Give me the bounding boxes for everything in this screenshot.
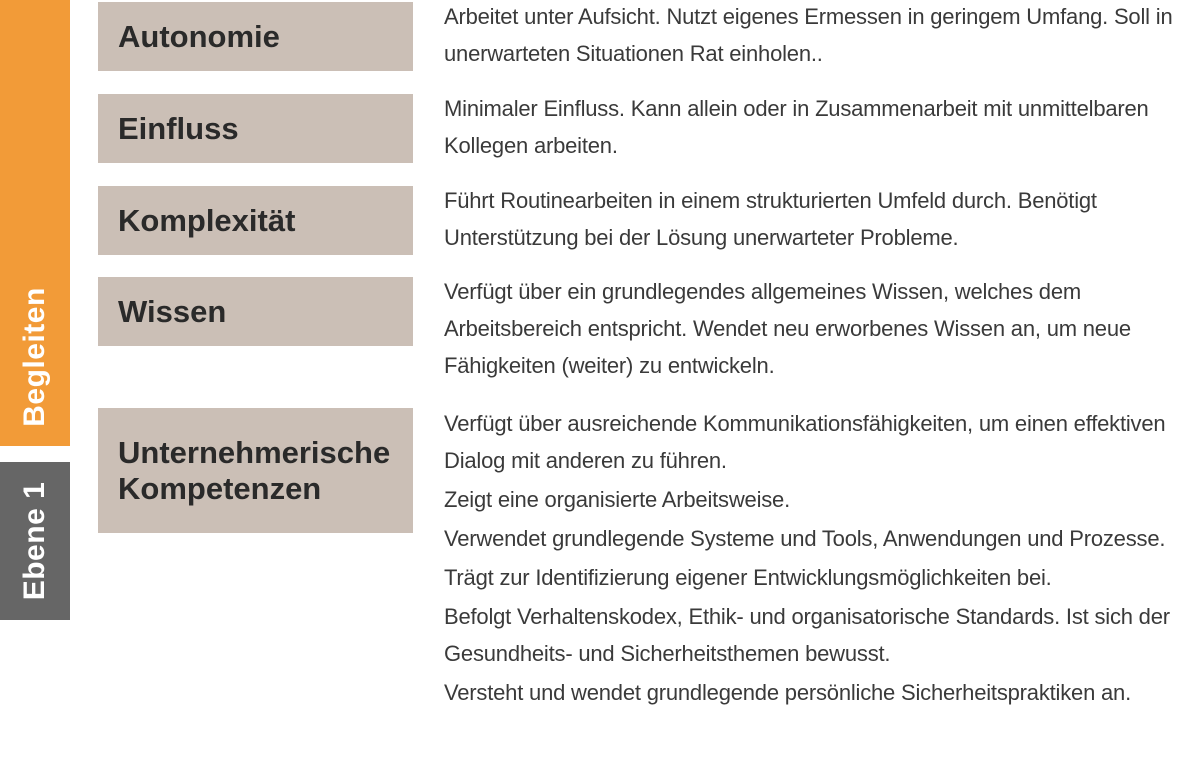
description-line: Befolgt Verhaltenskodex, Ethik- und organisatorische Standards. Ist sich der Gesundheits- und Sicherheitsthemen bewusst. xyxy=(444,604,1170,666)
row-label-autonomie: Autonomie xyxy=(98,2,413,71)
description-line: Versteht und wendet grundlegende persönliche Sicherheitspraktiken an. xyxy=(444,680,1131,705)
row-description-einfluss xyxy=(444,90,1196,164)
description-line: Führt Routinearbeiten in einem strukturierten Umfeld durch. Benötigt Unterstützung bei der Lösung unerwarteter Probleme. xyxy=(444,188,1097,250)
description-line: Zeigt eine organisierte Arbeitsweise. xyxy=(444,487,791,512)
level-label: Ebene 1 xyxy=(18,481,51,601)
row-label-unternehmerische-kompetenzen: Unternehmerische Kompetenzen xyxy=(98,408,413,533)
row-label-einfluss: Einfluss xyxy=(98,94,413,163)
row-description-wissen xyxy=(444,273,1196,384)
description-line: Arbeitet unter Aufsicht. Nutzt eigenes Ermessen in geringem Umfang. Soll in unerwarteten Situationen Rat einholen.. xyxy=(444,4,1173,66)
description-line: Verfügt über ein grundlegendes allgemeines Wissen, welches dem Arbeitsbereich entspricht. Wendet neu erworbenes Wissen an, um neue Fähigkeiten (weiter) zu entwickeln. xyxy=(444,279,1131,378)
section-label: Begleiten xyxy=(18,287,51,427)
description-line: Verwendet grundlegende Systeme und Tools, Anwendungen und Prozesse. xyxy=(444,526,1166,551)
row-label-wissen: Wissen xyxy=(98,277,413,346)
description-line: Minimaler Einfluss. Kann allein oder in Zusammenarbeit mit unmittelbaren Kollegen arbeiten. xyxy=(444,96,1149,158)
row-description-autonomie xyxy=(444,0,1196,72)
row-description-komplexitaet xyxy=(444,182,1196,256)
description-line: Trägt zur Identifizierung eigener Entwicklungsmöglichkeiten bei. xyxy=(444,565,1052,590)
description-line: Verfügt über ausreichende Kommunikationsfähigkeiten, um einen effektiven Dialog mit anderen zu führen. xyxy=(444,411,1166,473)
row-description-unternehmerische-kompetenzen xyxy=(444,405,1196,711)
row-label-komplexitaet: Komplexität xyxy=(98,186,413,255)
